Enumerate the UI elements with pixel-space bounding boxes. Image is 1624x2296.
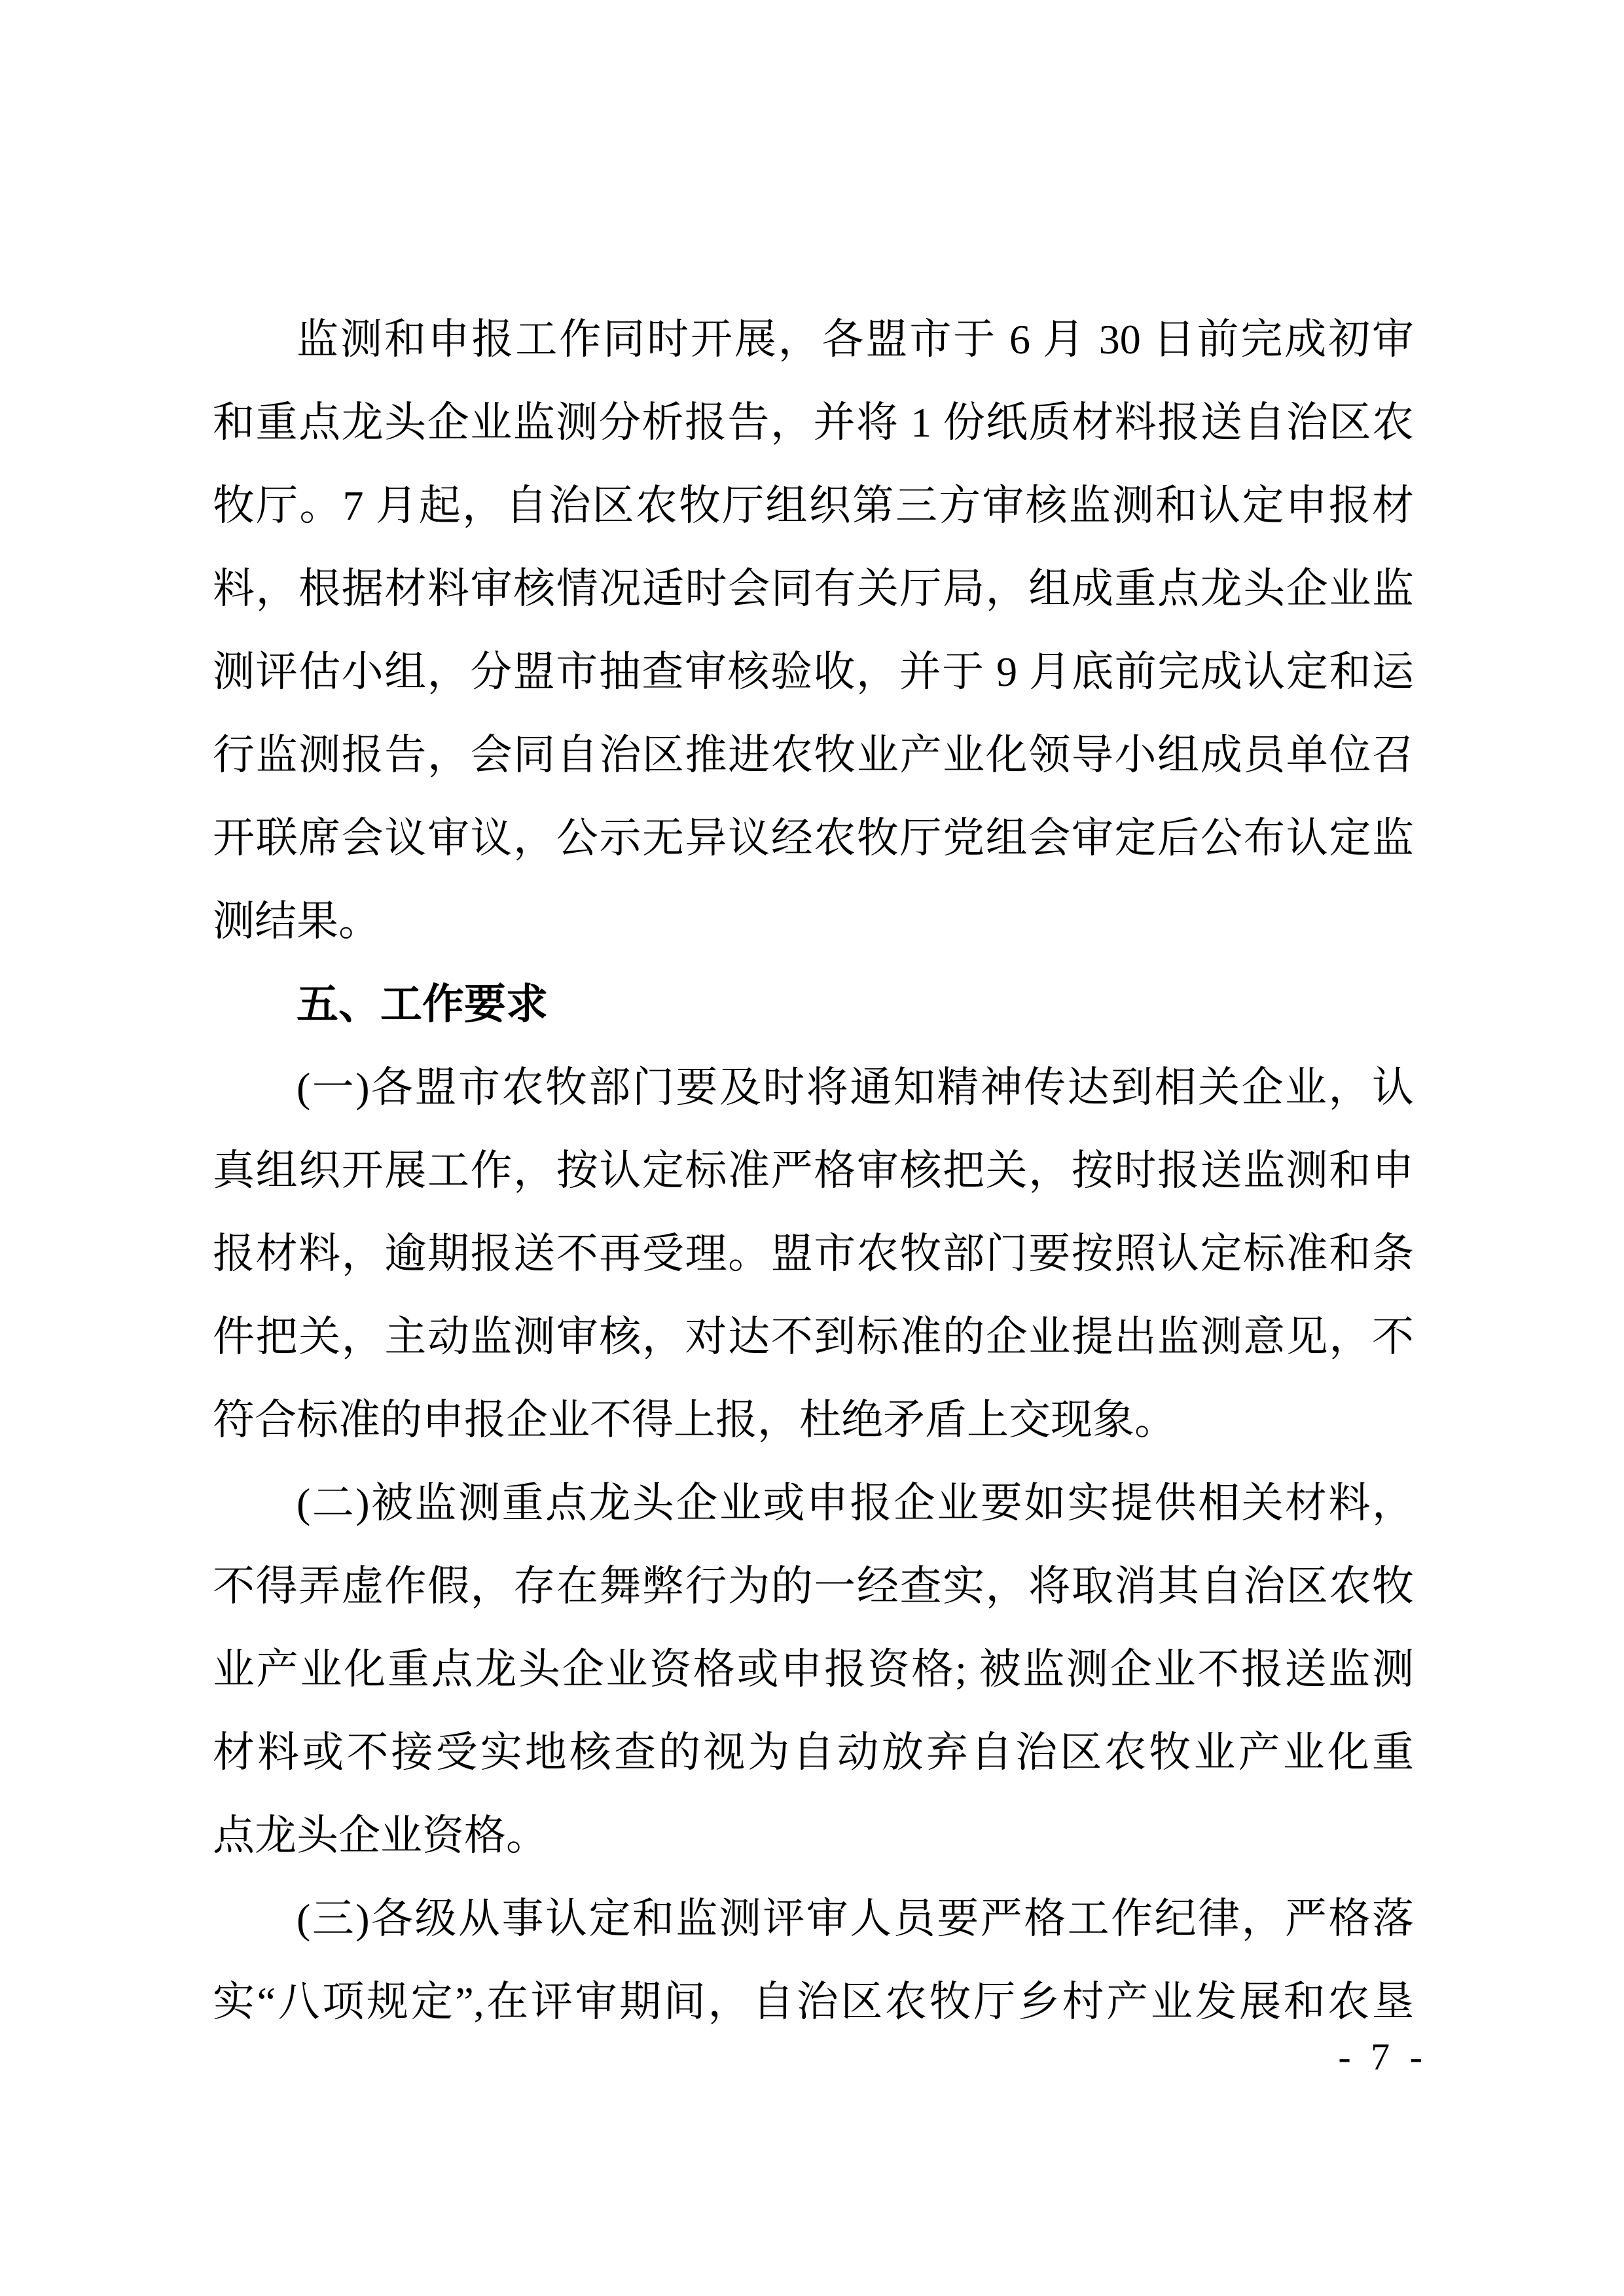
text-line: (二)被监测重点龙头企业或申报企业要如实提供相关材料， [297,1480,1414,1526]
text-line: 测评估小组，分盟市抽查审核验收，并于 9 月底前完成认定和运 [213,649,1414,695]
text-line: (一)各盟市农牧部门要及时将通知精神传达到相关企业，认 [297,1064,1414,1111]
text-line: 不得弄虚作假，存在舞弊行为的一经查实，将取消其自治区农牧 [213,1563,1414,1609]
document-body [213,298,1414,2043]
text-line: 符合标准的申报企业不得上报，杜绝矛盾上交现象。 [213,1397,1176,1443]
text-line: 真组织开展工作，按认定标准严格审核把关，按时报送监测和申 [213,1147,1414,1194]
text-line: 报材料，逾期报送不再受理。盟市农牧部门要按照认定标准和条 [213,1230,1414,1277]
text-line: 业产业化重点龙头企业资格或申报资格; 被监测企业不报送监测 [213,1646,1414,1693]
text-line: 料，根据材料审核情况适时会同有关厅局，组成重点龙头企业监 [213,565,1414,612]
text-line: (三)各级从事认定和监测评审人员要严格工作纪律，严格落 [297,1895,1414,1942]
text-line: 行监测报告，会同自治区推进农牧业产业化领导小组成员单位召 [213,732,1414,778]
text-line: 件把关，主动监测审核，对达不到标准的企业提出监测意见，不 [213,1314,1414,1360]
page-number: - 7 - [1338,2036,1428,2078]
text-line: 材料或不接受实地核查的视为自动放弃自治区农牧业产业化重 [213,1729,1414,1776]
text-line: 和重点龙头企业监测分析报告，并将 1 份纸质材料报送自治区农 [213,399,1414,446]
text-line: 开联席会议审议，公示无异议经农牧厅党组会审定后公布认定监 [213,815,1414,861]
section-heading: 五、工作要求 [297,980,548,1028]
text-line: 点龙头企业资格。 [213,1812,548,1859]
text-line: 实“八项规定”,在评审期间，自治区农牧厅乡村产业发展和农垦 [213,1979,1414,2025]
text-line: 牧厅。7 月起，自治区农牧厅组织第三方审核监测和认定申报材 [213,482,1414,529]
text-line: 测结果。 [213,898,380,944]
text-line: 监测和申报工作同时开展，各盟市于 6 月 30 日前完成初审 [297,316,1414,363]
